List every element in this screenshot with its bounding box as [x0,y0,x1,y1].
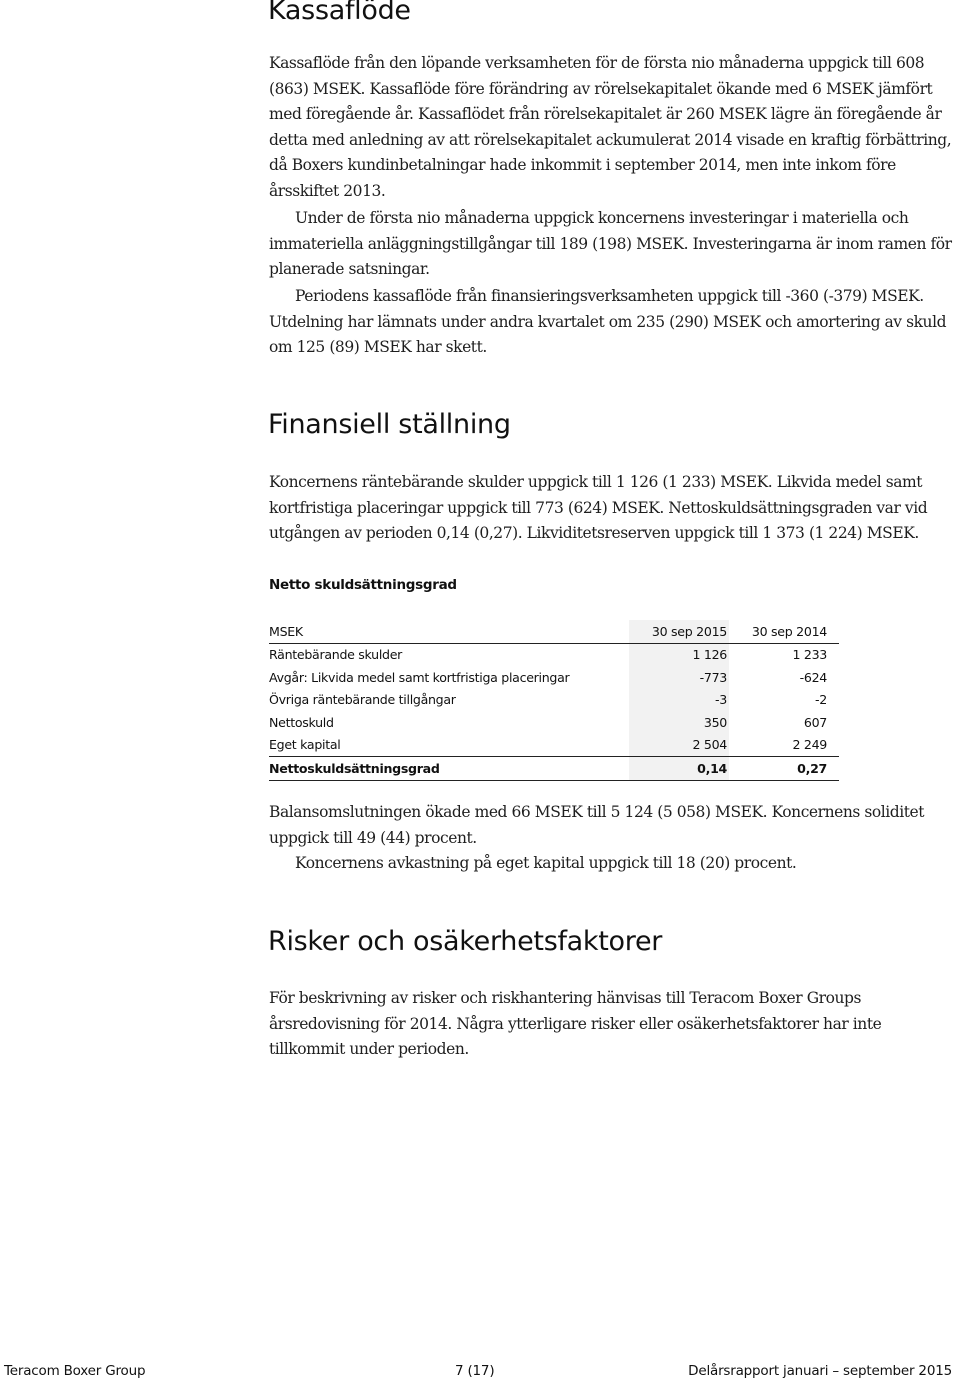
page-footer [0,1363,960,1383]
paragraph-kassaflode-2: Under de första nio månaderna uppgick koncernens investeringar i materiella och immateriella anläggningstillgångar till 189 (198) MSEK. Investeringarna är inom ramen för planerade satsningar. [269,209,952,279]
paragraph-finansiell-1: Koncernens räntebärande skulder uppgick till 1 126 (1 233) MSEK. Likvida medel samt kortfristiga placeringar uppgick till 773 (624) MSEK. Nettoskuldsättningsgraden var vid utgången av perioden 0,14 (0,27). Likviditetsreserven uppgick till 1 373 (1 224) MSEK. [269,473,928,543]
row-label: Eget kapital [269,737,341,753]
column-header-2015: 30 sep 2015 [629,620,729,643]
value-2015: -773 [629,666,729,689]
heading-finansiell-stallning: Finansiell ställning [268,409,511,440]
value-2014: -2 [815,692,827,708]
column-header-msek: MSEK [269,620,629,643]
value-2014: -624 [799,669,827,685]
value-2015: 0,14 [629,757,729,781]
footer-page-number: 7 (17) [455,1363,495,1379]
heading-risker: Risker och osäkerhetsfaktorer [268,926,663,957]
paragraph-kassaflode-3: Periodens kassaflöde från finansieringsverksamheten uppgick till -360 (-379) MSEK. Utdelning har lämnats under andra kvartalet om 235 (290) MSEK och amortering av skuld om 125 (89) MSEK har skett. [269,287,947,357]
row-label: Nettoskuld [269,714,334,730]
table-total-row [269,757,839,781]
value-2015: 1 126 [629,643,729,666]
row-label: Nettoskuldsättningsgrad [269,757,629,781]
value-2015: 2 504 [629,734,729,757]
table-row [269,666,839,689]
value-2014: 1 233 [792,647,827,663]
paragraph-finansiell-2: Balansomslutningen ökade med 66 MSEK till 5 124 (5 058) MSEK. Koncernens soliditet uppgick till 49 (44) procent. [269,803,925,847]
net-debt-table [269,620,839,781]
value-2014: 2 249 [792,737,827,753]
paragraph-risker-1: För beskrivning av risker och riskhantering hänvisas till Teracom Boxer Groups årsredovisning för 2014. Några ytterligare risker eller osäkerhetsfaktorer har inte tillkommit under perioden. [269,989,882,1059]
value-2015: 350 [629,711,729,734]
table-row [269,689,839,712]
value-2014: 607 [803,714,827,730]
table-row [269,734,839,757]
table-header-row [269,620,839,643]
footer-report-title: Delårsrapport januari – september 2015 [688,1363,952,1379]
value-2015: -3 [629,689,729,712]
table-title: Netto skuldsättningsgrad [269,577,457,593]
paragraph-kassaflode-1: Kassaflöde från den löpande verksamheten för de första nio månaderna uppgick till 608 (863) MSEK. Kassaflöde före förändring av rörelsekapitalet ökande med 6 MSEK jämfört med föregående år. Kassaflödet från rörelsekapitalet är 260 MSEK lägre än föregående år detta med anledning av att rörelsekapitalet ackumulerat 2014 visade en kraftig förbättring, då Boxers kundinbetalningar hade inkommit i september 2014, men inte inkom före årsskiftet 2013. [269,54,952,200]
row-label: Övriga räntebärande tillgångar [269,692,456,708]
heading-kassaflode: Kassaflöde [268,0,411,26]
row-label: Räntebärande skulder [269,647,403,663]
column-header-2014: 30 sep 2014 [729,620,839,643]
paragraph-finansiell-3: Koncernens avkastning på eget kapital uppgick till 18 (20) procent. [295,854,797,872]
table-row [269,711,839,734]
row-label: Avgår: Likvida medel samt kortfristiga placeringar [269,669,570,685]
table-row [269,643,839,666]
value-2014: 0,27 [729,757,839,781]
footer-company: Teracom Boxer Group [4,1363,146,1379]
